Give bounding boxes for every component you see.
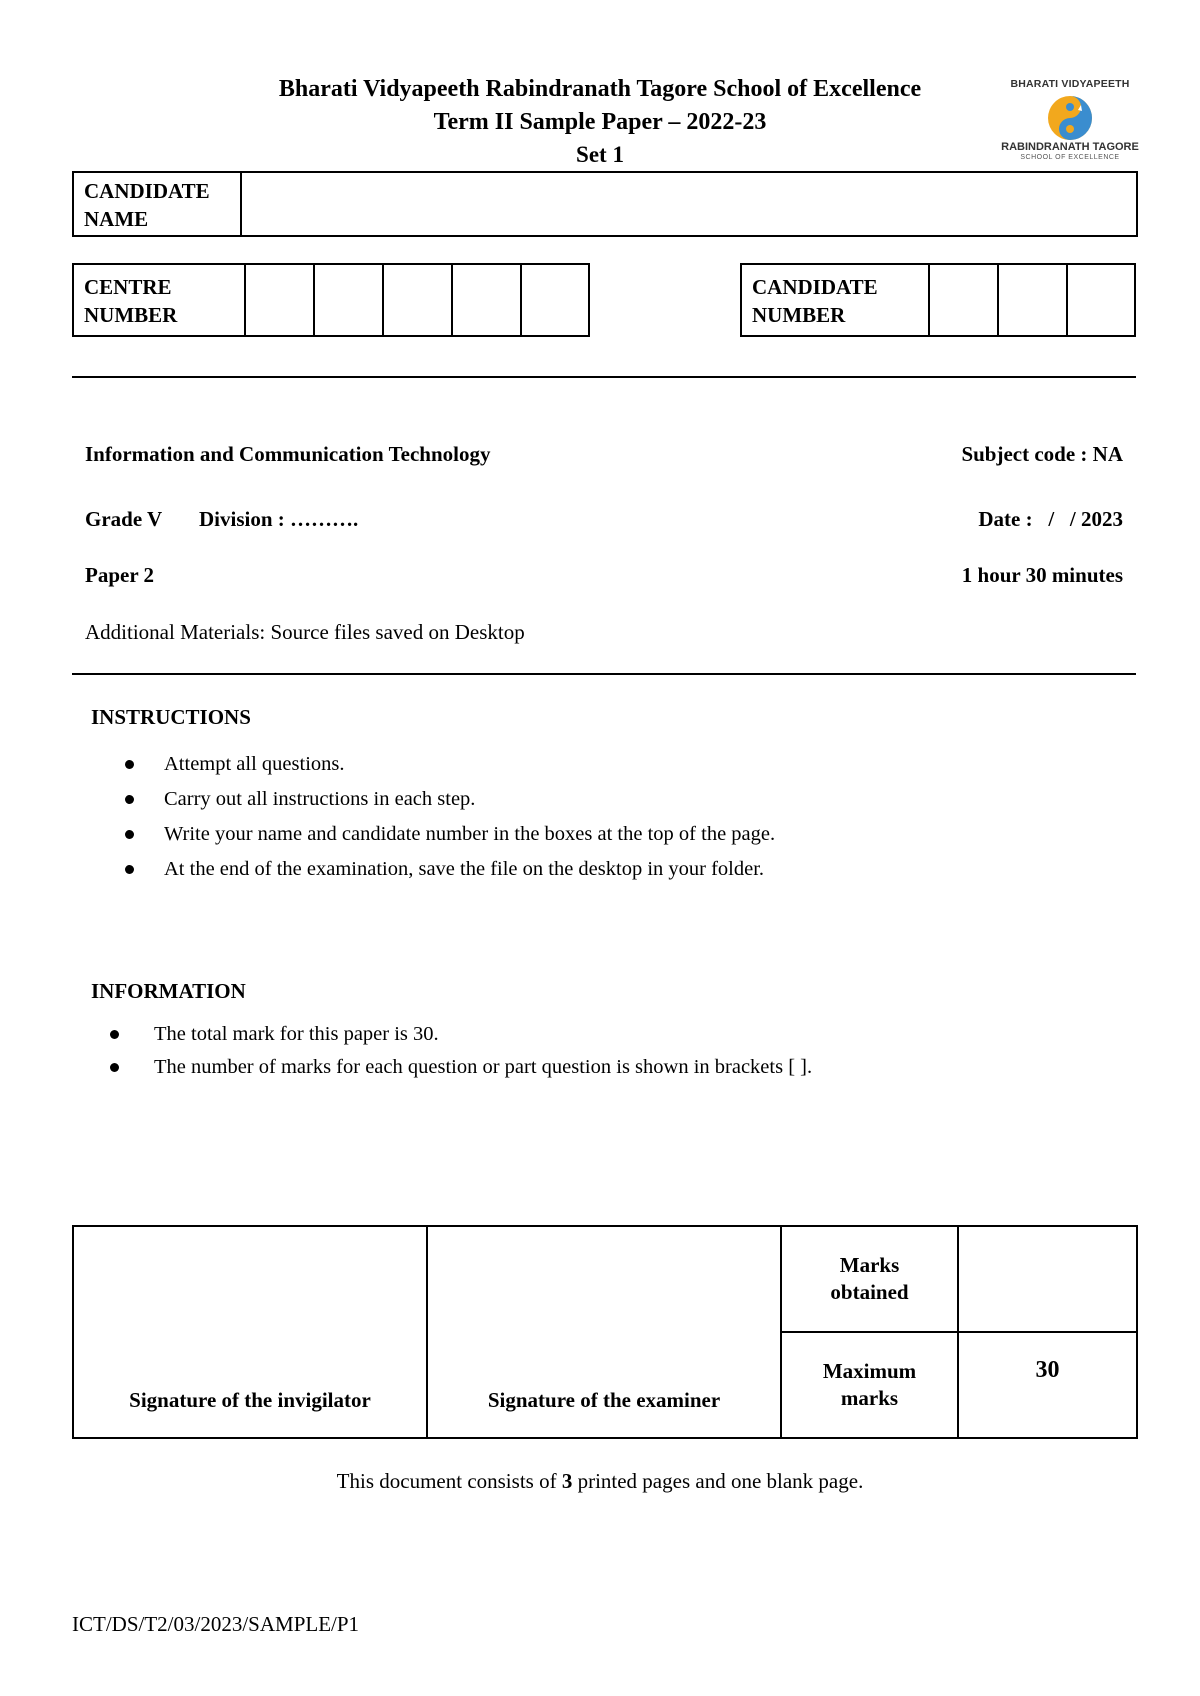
document-code: ICT/DS/T2/03/2023/SAMPLE/P1: [72, 1612, 360, 1636]
candidate-digit-box[interactable]: [1066, 265, 1134, 335]
maximum-marks-label: Maximum marks: [781, 1332, 958, 1438]
list-item: The number of marks for each question or part question is shown in brackets [ ].: [110, 1051, 1130, 1084]
exam-date: Date : / / 2023: [978, 507, 1123, 531]
candidate-name-label: CANDIDATE NAME: [74, 173, 242, 235]
duration: 1 hour 30 minutes: [961, 563, 1123, 587]
marks-obtained-label: Marks obtained: [781, 1226, 958, 1332]
list-item: Write your name and candidate number in the boxes at the top of the page.: [125, 817, 1125, 852]
additional-materials: Additional Materials: Source files saved on Desktop: [85, 620, 525, 644]
paper-number: Paper 2: [85, 563, 155, 587]
candidate-digit-box[interactable]: [997, 265, 1066, 335]
page-count-note: This document consists of 3 printed pages and one blank page.: [336, 1469, 864, 1493]
list-item: Carry out all instructions in each step.: [125, 782, 1125, 817]
maximum-marks-value: 30: [958, 1332, 1137, 1438]
information-heading: INFORMATION: [91, 979, 246, 1003]
instructions-list: [125, 747, 1125, 887]
candidate-digit-box[interactable]: [928, 265, 997, 335]
school-name: Bharati Vidyapeeth Rabindranath Tagore School of Excellence: [278, 76, 922, 102]
list-item: The total mark for this paper is 30.: [110, 1018, 1130, 1051]
school-logo: [1000, 78, 1140, 164]
logo-top-text: BHARATI VIDYAPEETH: [1010, 78, 1130, 90]
grade: Grade V: [85, 507, 163, 531]
examiner-signature-label: Signature of the examiner: [487, 1388, 721, 1412]
invigilator-signature-cell[interactable]: [73, 1226, 427, 1438]
divider: [72, 673, 1136, 675]
instructions-heading: INSTRUCTIONS: [91, 705, 251, 729]
list-item: Attempt all questions.: [125, 747, 1125, 782]
centre-digit-box[interactable]: [451, 265, 520, 335]
centre-digit-box[interactable]: [244, 265, 313, 335]
centre-digit-box[interactable]: [520, 265, 588, 335]
set-number: Set 1: [576, 142, 624, 167]
centre-number-label: CENTRE NUMBER: [84, 275, 178, 327]
signature-table: [72, 1225, 1138, 1439]
centre-digit-box[interactable]: [313, 265, 382, 335]
marks-obtained-value[interactable]: [958, 1226, 1137, 1332]
invigilator-signature-label: Signature of the invigilator: [129, 1388, 371, 1412]
list-item: At the end of the examination, save the file on the desktop in your folder.: [125, 852, 1125, 887]
candidate-name-field[interactable]: [244, 173, 1136, 235]
logo-bottom-text: RABINDRANATH TAGORE: [1001, 141, 1139, 153]
divider: [72, 376, 1136, 378]
candidate-number-box: [740, 263, 1136, 337]
examiner-signature-cell[interactable]: [427, 1226, 781, 1438]
candidate-name-box: [72, 171, 1138, 237]
centre-digit-box[interactable]: [382, 265, 451, 335]
logo-emblem-icon: [1045, 94, 1095, 142]
paper-title: Term II Sample Paper – 2022-23: [433, 109, 767, 135]
subject-name: Information and Communication Technology: [85, 442, 491, 466]
candidate-number-label: CANDIDATE NUMBER: [752, 275, 878, 327]
centre-number-box: [72, 263, 590, 337]
logo-sub-text: SCHOOL OF EXCELLENCE: [1020, 154, 1120, 161]
division: Division : ……….: [199, 507, 359, 531]
subject-code: Subject code : NA: [961, 442, 1123, 466]
information-list: [110, 1018, 1130, 1084]
